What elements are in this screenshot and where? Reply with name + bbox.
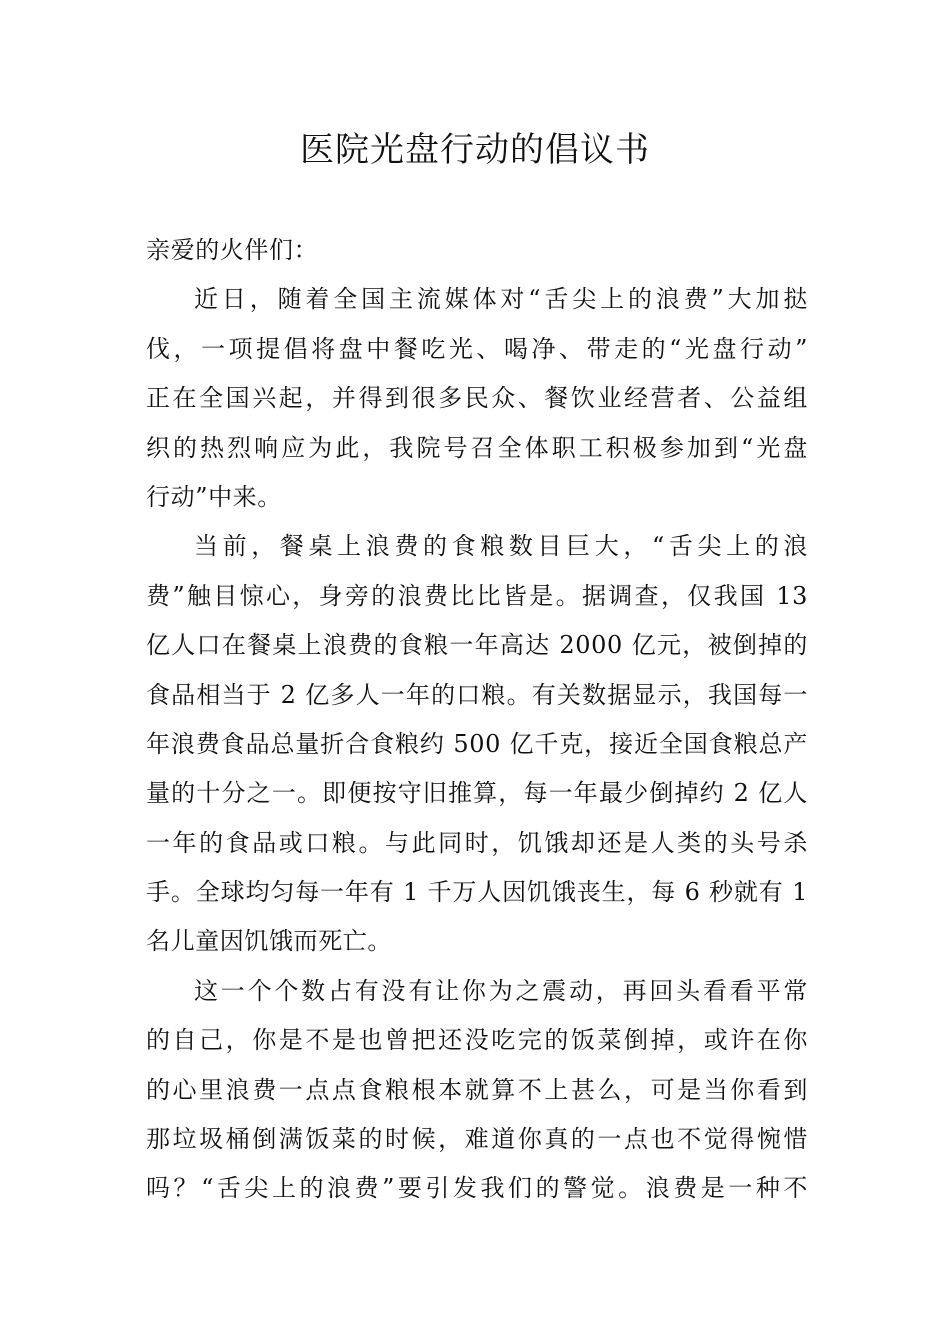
paragraph-line: 那垃圾桶倒满饭菜的时候，难道你真的一点也不觉得惋惜	[146, 1125, 808, 1154]
paragraph-3	[146, 967, 808, 1214]
salutation: 亲爱的火伴们：	[146, 236, 319, 264]
document-title: 医院光盘行动的倡议书	[300, 130, 650, 170]
paragraph-line: 的心里浪费一点点食粮根本就算不上甚么，可是当你看到	[146, 1075, 808, 1104]
paragraph-line: 织的热烈响应为此，我院号召全体职工积极参加到“光盘	[146, 433, 808, 462]
paragraph-line: 年浪费食品总量折合食粮约 500 亿千克，接近全国食粮总产	[146, 729, 808, 758]
paragraph-line: 费”触目惊心，身旁的浪费比比皆是。据调查，仅我国 13	[146, 581, 808, 610]
document-body	[146, 226, 808, 1214]
paragraph-line: 手。全球均匀每一年有 1 千万人因饥饿丧生，每 6 秒就有 1	[146, 878, 808, 907]
paragraph-line: 行动”中来。	[146, 482, 282, 511]
paragraph-line: 的自己，你是不是也曾把还没吃完的饭菜倒掉，或许在你	[146, 1026, 808, 1055]
paragraph-line: 量的十分之一。即便按守旧推算，每一年最少倒掉约 2 亿人	[146, 779, 808, 808]
paragraph-line: 一年的食品或口粮。与此同时，饥饿却还是人类的头号杀	[146, 828, 808, 857]
paragraph-line: 亿人口在餐桌上浪费的食粮一年高达 2000 亿元，被倒掉的	[146, 631, 808, 660]
paragraph-line: 近日，随着全国主流媒体对“舌尖上的浪费”大加挞	[194, 285, 808, 314]
paragraph-line: 正在全国兴起，并得到很多民众、餐饮业经营者、公益组	[146, 384, 808, 413]
paragraph-line: 食品相当于 2 亿多人一年的口粮。有关数据显示，我国每一	[146, 680, 808, 709]
paragraph-line: 当前，餐桌上浪费的食粮数目巨大，“舌尖上的浪	[194, 532, 808, 561]
paragraph-line: 吗？“舌尖上的浪费”要引发我们的警觉。浪费是一种不	[146, 1174, 808, 1203]
paragraph-2	[146, 522, 808, 967]
paragraph-line: 伐，一项提倡将盘中餐吃光、喝净、带走的“光盘行动”	[146, 334, 808, 363]
paragraph-line: 名儿童因饥饿而死亡。	[146, 927, 392, 956]
paragraph-line: 这一个个数占有没有让你为之震动，再回头看看平常	[194, 976, 808, 1005]
paragraph-1	[146, 275, 808, 522]
